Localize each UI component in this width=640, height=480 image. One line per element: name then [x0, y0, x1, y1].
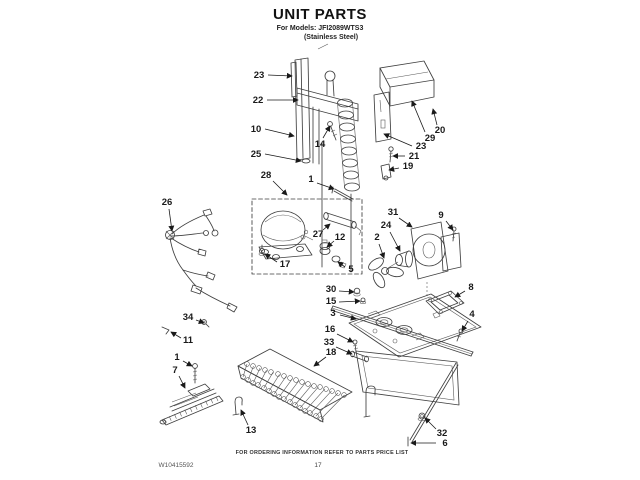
callout-4: 4: [469, 309, 475, 320]
fan-blade: [366, 255, 404, 289]
leader-18: [314, 357, 326, 366]
callout-27: 27: [312, 229, 324, 240]
callout-8: 8: [468, 282, 474, 293]
leader-lines: [169, 75, 468, 443]
cover-box: [380, 61, 434, 106]
leader-15: [339, 301, 360, 302]
callout-26: 26: [161, 197, 173, 208]
side-panel: [374, 92, 391, 142]
callout-1-a: 1: [308, 174, 314, 185]
leader-14: [323, 126, 330, 138]
callout-19: 19: [402, 161, 414, 172]
screw-34: [202, 320, 209, 327]
callout-33: 33: [323, 337, 335, 348]
grommet-30: [354, 288, 360, 296]
base-pan: [331, 294, 481, 357]
leader-25: [265, 154, 301, 161]
leader-1a: [317, 183, 334, 189]
document-number: W10415592: [158, 462, 194, 469]
callout-20: 20: [434, 125, 446, 136]
callout-6: 6: [442, 438, 448, 449]
callout-24: 24: [380, 220, 392, 231]
leader-7: [179, 376, 185, 388]
leader-23b: [384, 134, 412, 146]
leader-20: [433, 109, 437, 125]
leader-24: [390, 232, 400, 251]
fan-motor: [396, 251, 413, 267]
leader-11: [171, 332, 181, 338]
callout-5: 5: [348, 264, 354, 275]
callout-16: 16: [324, 324, 336, 335]
models-line: For Models: JFI2089WTS3: [276, 25, 364, 32]
compressor: [259, 211, 313, 260]
callout-31: 31: [387, 207, 399, 218]
callout-13: 13: [245, 425, 257, 436]
callout-9: 9: [438, 210, 444, 221]
callout-30: 30: [325, 284, 337, 295]
callout-21: 21: [408, 151, 420, 162]
callout-14: 14: [314, 139, 326, 150]
leader-27: [323, 224, 330, 230]
compressor-dashed-box: [252, 199, 362, 274]
leader-30: [339, 291, 354, 292]
leader-19: [389, 168, 399, 170]
leader-10: [265, 129, 294, 136]
leader-12: [327, 241, 334, 247]
leader-23a: [268, 75, 292, 76]
callout-32: 32: [436, 428, 448, 439]
leader-26: [169, 209, 172, 231]
callout-11: 11: [182, 335, 194, 346]
callout-29: 29: [424, 133, 436, 144]
callout-25: 25: [250, 149, 262, 160]
leader-8: [455, 291, 465, 297]
callout-3: 3: [330, 308, 336, 319]
screw-1b: [193, 364, 198, 383]
condenser-coil: [338, 99, 360, 191]
callout-10: 10: [250, 124, 262, 135]
rail-ribs: [164, 397, 218, 424]
callout-22: 22: [252, 95, 264, 106]
bracket-rail-7: [160, 384, 223, 425]
finish-line: (Stainless Steel): [303, 34, 359, 41]
fin-row-top: [245, 362, 347, 398]
callout-1-b: 1: [174, 352, 180, 363]
page-title: UNIT PARTS: [273, 6, 367, 23]
fin-hatching: [243, 364, 345, 419]
screw-16: [353, 340, 358, 352]
spacer-19: [381, 164, 391, 180]
stray-mark: [318, 44, 328, 49]
callout-23-a: 23: [253, 70, 265, 81]
screw-21: [389, 147, 393, 162]
callout-15: 15: [325, 296, 337, 307]
ordering-note: FOR ORDERING INFORMATION REFER TO PARTS PRICE LIST: [235, 450, 409, 456]
callout-34: 34: [182, 312, 194, 323]
callout-7: 7: [172, 365, 178, 376]
callout-18: 18: [325, 347, 337, 358]
fin-row-bottom: [241, 375, 324, 422]
finned-condenser: [238, 349, 352, 422]
leader-28: [273, 181, 287, 195]
leader-29: [412, 101, 425, 132]
callout-12: 12: [334, 232, 346, 243]
page-number: 17: [314, 462, 322, 469]
leader-16: [337, 334, 353, 342]
leader-13: [241, 410, 248, 425]
leader-9: [446, 221, 453, 230]
callout-23-b: 23: [415, 141, 427, 152]
screw-14: [328, 122, 337, 140]
leader-4: [462, 321, 468, 331]
clip-13: [233, 397, 242, 415]
leader-1b: [183, 361, 192, 366]
leader-2: [379, 244, 384, 258]
callout-28: 28: [260, 170, 272, 181]
clip-11: [162, 327, 169, 334]
leader-31: [399, 218, 412, 227]
grommet-15: [360, 298, 366, 304]
callout-17: 17: [279, 259, 291, 270]
wire-harness: [166, 209, 238, 312]
leader-32: [425, 418, 436, 429]
callout-2: 2: [374, 232, 380, 243]
leader-33: [336, 347, 352, 354]
valve-12: [320, 240, 330, 255]
callout-labels: [162, 70, 476, 449]
